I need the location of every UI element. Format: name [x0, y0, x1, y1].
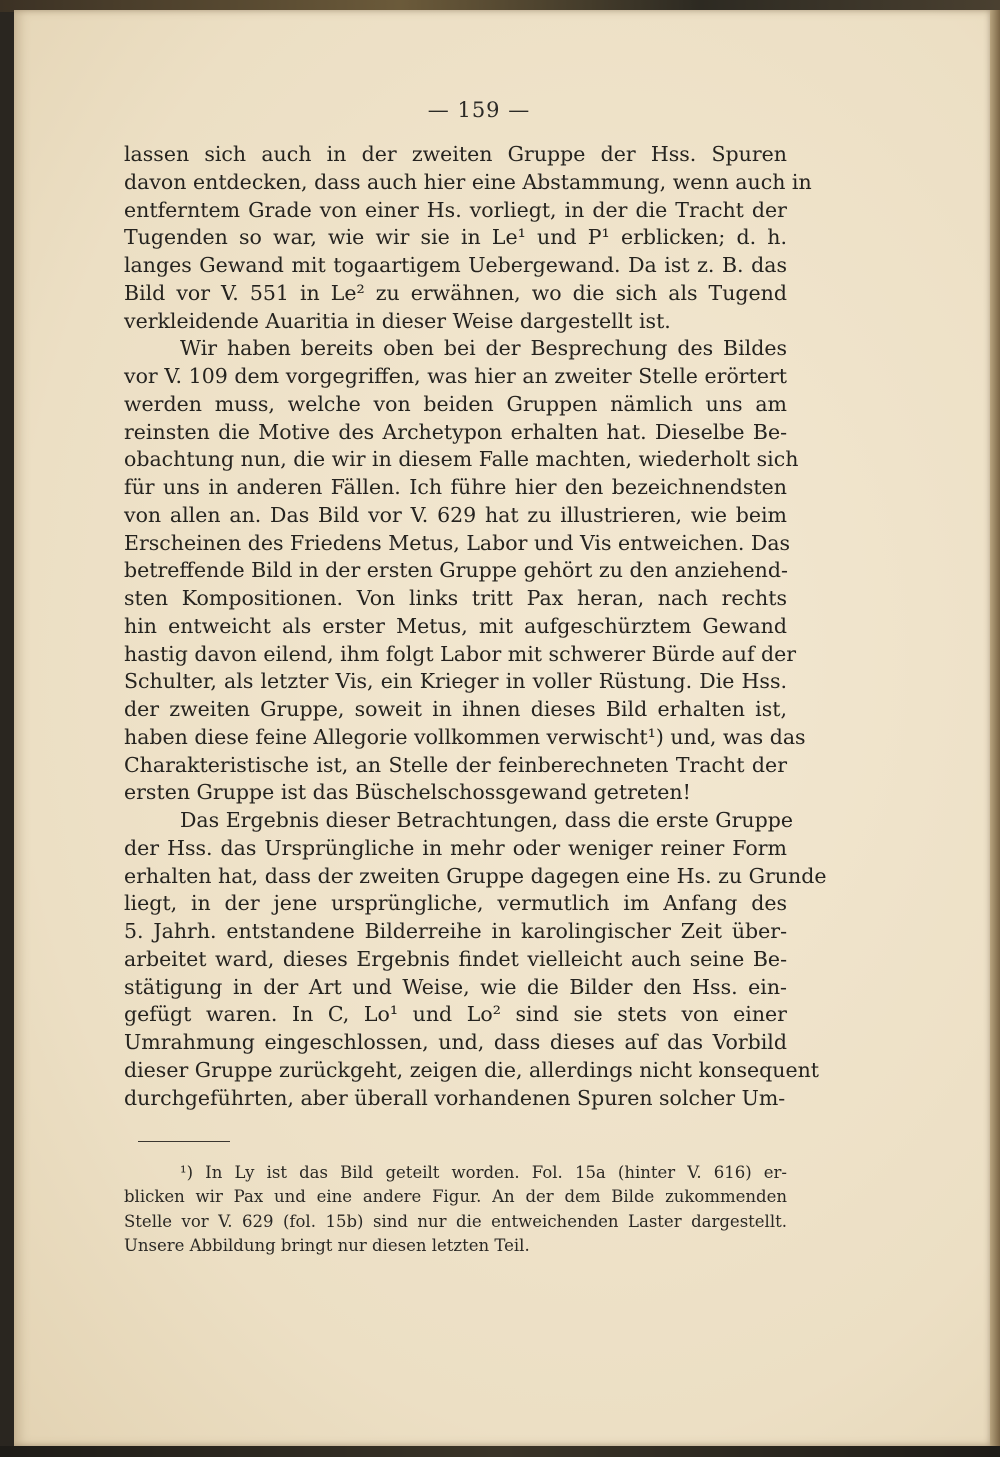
text-line: gefügt waren. In C, Lo¹ und Lo² sind sie stets von einer	[124, 1002, 787, 1027]
footnote-line: Unsere Abbildung bringt nur diesen letzten Teil.	[124, 1235, 530, 1255]
text-line: Bild vor V. 551 in Le² zu erwähnen, wo die sich als Tugend	[124, 280, 787, 305]
text-line: reinsten die Motive des Archetypon erhalten hat. Dieselbe Be-	[124, 419, 787, 444]
book-bottom-edge	[0, 1446, 1000, 1457]
text-line: Wir haben bereits oben bei der Besprechung des Bildes	[180, 336, 787, 361]
text-line: erhalten hat, dass der zweiten Gruppe dagegen eine Hs. zu Grunde	[124, 863, 827, 888]
paragraph	[124, 807, 827, 1112]
text-line: Das Ergebnis dieser Betrachtungen, dass die erste Gruppe	[180, 808, 794, 832]
text-line: Umrahmung eingeschlossen, und, dass dieses auf das Vorbild	[124, 1030, 787, 1054]
text-line: Schulter, als letzter Vis, ein Krieger in voller Rüstung. Die Hss.	[124, 669, 787, 694]
text-line: für uns in anderen Fällen. Ich führe hier den bezeichnendsten	[124, 475, 787, 499]
text-line: davon entdecken, dass auch hier eine Abstammung, wenn auch in	[124, 169, 812, 194]
text-line: entferntem Grade von einer Hs. vorliegt, in der die Tracht der	[124, 197, 787, 222]
text-line: dieser Gruppe zurückgeht, zeigen die, allerdings nicht konsequent	[124, 1057, 820, 1082]
text-line: betreffende Bild in der ersten Gruppe gehört zu den anziehend-	[124, 558, 788, 583]
footnote	[124, 1161, 787, 1258]
text-line: vor V. 109 dem vorgegriffen, was hier an zweiter Stelle erörtert	[124, 364, 787, 388]
text-line: ersten Gruppe ist das Büschelschossgewand getreten!	[124, 780, 691, 805]
text-line: der zweiten Gruppe, soweit in ihnen dieses Bild erhalten ist,	[124, 697, 787, 721]
text-line: verkleidende Auaritia in dieser Weise dargestellt ist.	[124, 308, 671, 333]
text-line: durchgeführten, aber überall vorhandenen Spuren solcher Um-	[124, 1085, 786, 1110]
footnote-divider	[138, 1141, 230, 1142]
text-line: hin entweicht als erster Metus, mit aufgeschürztem Gewand	[124, 613, 787, 638]
text-line: haben diese feine Allegorie vollkommen verwischt¹) und, was das	[124, 724, 806, 749]
text-line: arbeitet ward, dieses Ergebnis findet vielleicht auch seine Be-	[124, 946, 787, 971]
text-line: sten Kompositionen. Von links tritt Pax heran, nach rechts	[124, 586, 787, 610]
text-line: von allen an. Das Bild vor V. 629 hat zu illustrieren, wie beim	[124, 502, 787, 527]
text-line: Erscheinen des Friedens Metus, Labor und Vis entweichen. Das	[124, 530, 791, 555]
text-line: der Hss. das Ursprüngliche in mehr oder weniger reiner Form	[124, 835, 787, 860]
book-right-edge	[990, 10, 1000, 1446]
footnote-line: Stelle vor V. 629 (fol. 15b) sind nur die entweichenden Laster dargestellt.	[124, 1211, 787, 1231]
page-number: — 159 —	[427, 98, 531, 122]
paragraph	[124, 335, 806, 807]
text-line: liegt, in der jene ursprüngliche, vermutlich im Anfang des	[124, 891, 787, 916]
body-text	[124, 141, 827, 1112]
text-line: 5. Jahrh. entstandene Bilderreihe in karolingischer Zeit über-	[124, 919, 787, 943]
text-line: hastig davon eilend, ihm folgt Labor mit schwerer Bürde auf der	[124, 641, 797, 666]
text-line: Charakteristische ist, an Stelle der feinberechneten Tracht der	[124, 752, 787, 777]
text-line: langes Gewand mit togaartigem Uebergewand. Da ist z. B. das	[124, 253, 787, 277]
text-line: lassen sich auch in der zweiten Gruppe der Hss. Spuren	[124, 142, 787, 166]
text-line: obachtung nun, die wir in diesem Falle machten, wiederholt sich	[124, 447, 799, 472]
footnote-line: blicken wir Pax und eine andere Figur. An der dem Bilde zukommenden	[124, 1187, 787, 1207]
paragraph	[124, 141, 812, 335]
footnote-line: ¹) In Ly ist das Bild geteilt worden. Fol. 15a (hinter V. 616) er-	[180, 1163, 787, 1182]
text-line: stätigung in der Art und Weise, wie die Bilder den Hss. ein-	[124, 974, 787, 999]
text-line: werden muss, welche von beiden Gruppen nämlich uns am	[124, 391, 787, 416]
text-line: Tugenden so war, wie wir sie in Le¹ und P¹ erblicken; d. h.	[124, 225, 787, 250]
